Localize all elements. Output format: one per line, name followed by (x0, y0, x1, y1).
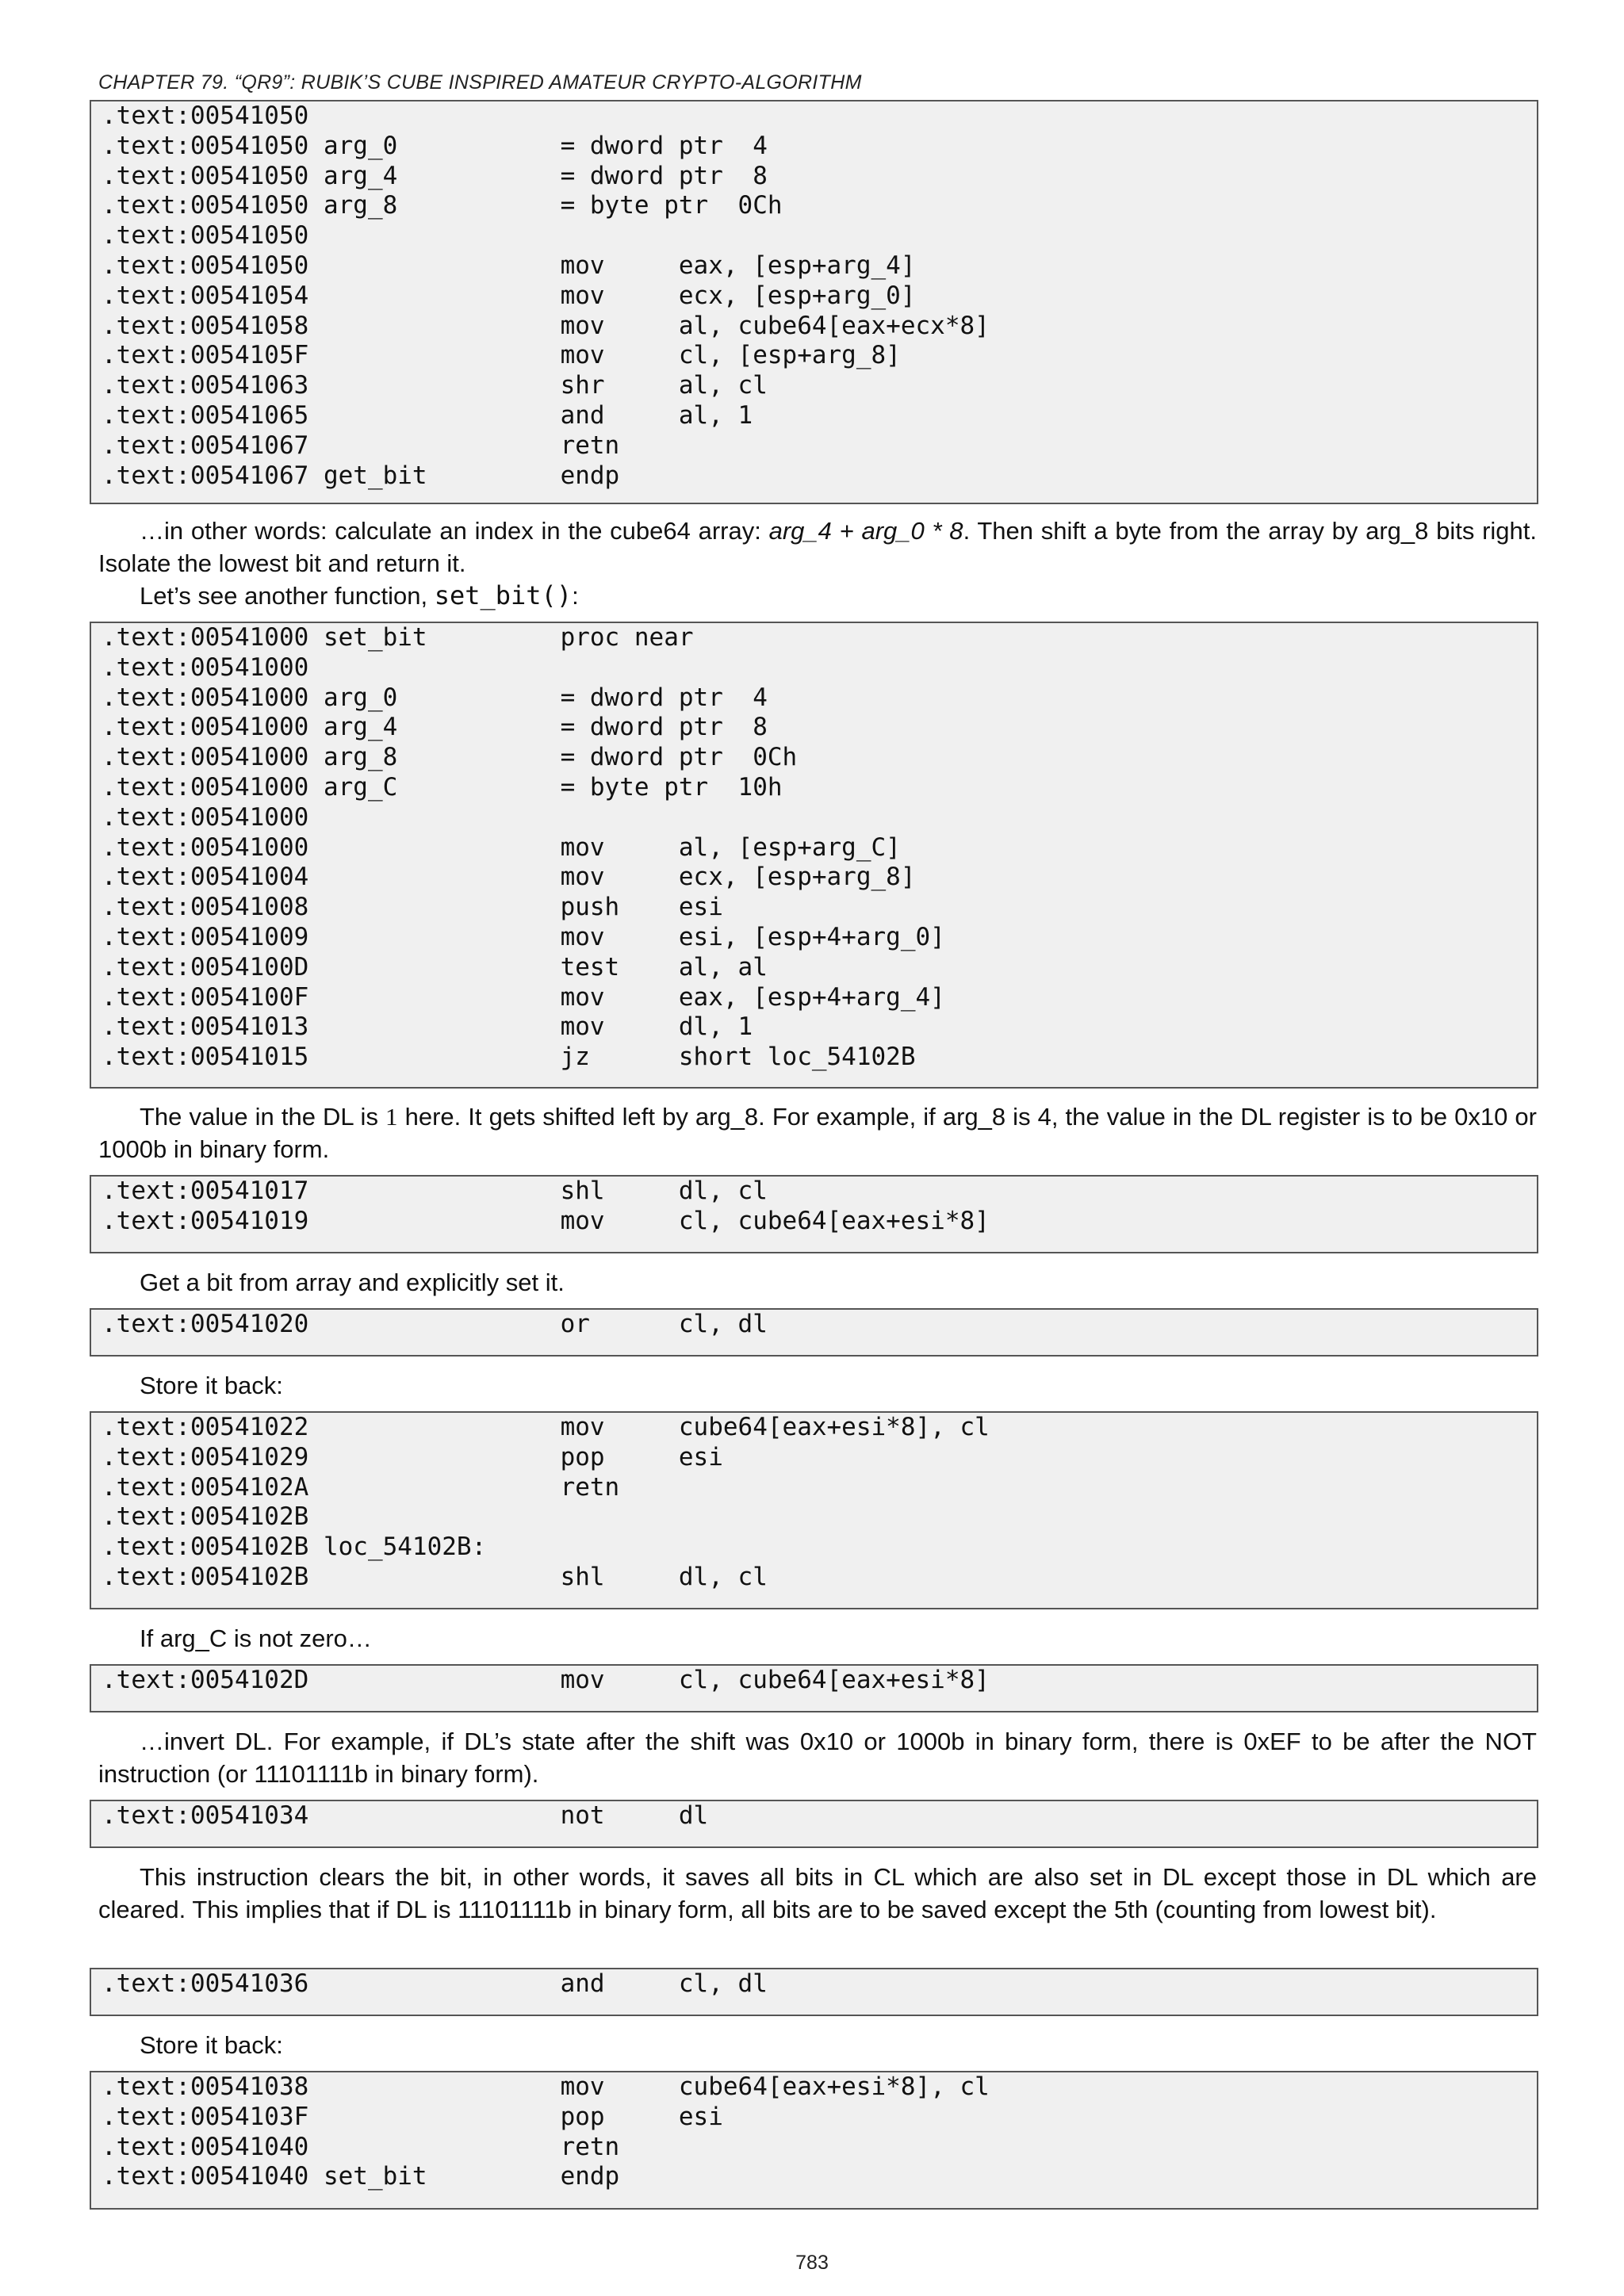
code-line: .text:00541000 (102, 652, 309, 682)
chapter-header: CHAPTER 79. “QR9”: RUBIK’S CUBE INSPIRED AMATEUR CRYPTO-ALGORITHM (98, 68, 1537, 101)
code-line: .text:00541054 mov ecx, [esp+arg_0] (102, 281, 916, 310)
paragraph-text: The value in the DL is (140, 1103, 386, 1131)
code-line: .text:00541008 push esi (102, 893, 723, 922)
paragraph-text: Get a bit from array and explicitly set it. (140, 1269, 565, 1296)
code-line: .text:00541063 shr al, cl (102, 371, 768, 400)
code-line: .text:0054102B loc_54102B: (102, 1533, 487, 1562)
code-line: .text:00541000 (102, 802, 309, 832)
code-line: .text:00541000 arg_8 = dword ptr 0Ch (102, 743, 798, 772)
code-line: .text:00541004 mov ecx, [esp+arg_8] (102, 863, 916, 892)
paragraph-text: Let’s see another function, (140, 582, 435, 610)
paragraph-get-bit (98, 1266, 1537, 1299)
code-line: .text:00541067 get_bit endp (102, 461, 620, 490)
code-line: .text:0054100D test al, al (102, 952, 768, 982)
paragraph-text: …in other words: calculate an index in the cube64 array: (140, 517, 769, 545)
code-line: .text:00541034 not dl (102, 1801, 709, 1830)
paragraph-arg-c (98, 1622, 1537, 1655)
code-line: .text:00541022 mov cube64[eax+esi*8], cl (102, 1413, 990, 1441)
paragraph-index-calc (98, 515, 1537, 580)
code-line: .text:0054102A retn (102, 1472, 620, 1502)
paragraph-text: . Then shift a byte from the array by arg_8 bits right. Isolate the lowest bit and return it. (98, 517, 1538, 577)
code-block-set-bit (90, 622, 1538, 1089)
code-line: .text:00541067 retn (102, 430, 620, 460)
code-line: .text:0054102B shl dl, cl (102, 1562, 768, 1591)
code-line: .text:00541050 (102, 221, 309, 251)
code-block-or (90, 1308, 1538, 1357)
code-line: .text:00541050 arg_8 = byte ptr 0Ch (102, 191, 783, 220)
code-block-and (90, 1968, 1538, 2016)
paragraph-store-back-2 (98, 2029, 1537, 2061)
code-line: .text:00541020 or cl, dl (102, 1310, 768, 1338)
code-line: .text:0054105F mov cl, [esp+arg_8] (102, 341, 901, 370)
inline-number: 1 (385, 1103, 398, 1131)
page-number: 783 (795, 2252, 829, 2274)
code-block-get-bit (90, 100, 1538, 504)
paragraph-text: …invert DL. For example, if DL’s state after the shift was 0x10 or 1000b in binary form, there is 0xEF to be after the NOT instruction (or 11101111b in binary form). (98, 1728, 1537, 1788)
code-line: .text:00541065 and al, 1 (102, 400, 753, 430)
code-line: .text:00541029 pop esi (102, 1442, 723, 1471)
code-line: .text:00541000 set_bit proc near (102, 623, 694, 652)
code-line: .text:00541040 set_bit endp (102, 2162, 620, 2191)
code-line: .text:00541000 arg_C = byte ptr 10h (102, 772, 783, 802)
code-line: .text:0054100F mov eax, [esp+4+arg_4] (102, 982, 945, 1012)
code-line: .text:00541050 arg_4 = dword ptr 8 (102, 161, 768, 190)
paragraph-set-bit-intro (98, 580, 1537, 612)
paragraph-text: If arg_C is not zero… (140, 1624, 372, 1652)
code-line: .text:0054103F pop esi (102, 2102, 723, 2131)
code-line: .text:00541013 mov dl, 1 (102, 1012, 753, 1042)
paragraph-text: here. It gets shifted left by arg_8. For example, if arg_8 is 4, the value in the DL register is to be 0x10 or 1000b in binary form. (98, 1103, 1537, 1163)
code-line: .text:00541000 arg_0 = dword ptr 4 (102, 683, 768, 712)
code-line: .text:00541050 (102, 101, 309, 130)
code-line: .text:00541058 mov al, cube64[eax+ecx*8] (102, 311, 990, 340)
code-line: .text:00541017 shl dl, cl (102, 1177, 768, 1205)
code-block-shl (90, 1175, 1538, 1253)
paragraph-invert-dl (98, 1725, 1537, 1790)
index-formula: arg_4 + arg_0 * 8 (768, 517, 963, 545)
code-line: .text:0054102D mov cl, cube64[eax+esi*8] (102, 1666, 990, 1694)
code-line: .text:00541000 arg_4 = dword ptr 8 (102, 713, 768, 742)
paragraph-text: Store it back: (140, 1372, 283, 1399)
inline-code-set-bit: set_bit() (434, 580, 573, 610)
paragraph-text: This instruction clears the bit, in other words, it saves all bits in CL which are also set in DL except those in DL which are cleared. This implies that if DL is 11101111b in binary form, all bits are to be saved except the 5th (counting from lowest bit). (98, 1863, 1537, 1923)
code-block-not (90, 1800, 1538, 1848)
code-line: .text:00541000 mov al, [esp+arg_C] (102, 832, 901, 862)
code-line: .text:00541050 mov eax, [esp+arg_4] (102, 251, 916, 280)
paragraph-text: : (572, 582, 579, 610)
paragraph-text: Store it back: (140, 2031, 283, 2059)
code-line: .text:00541050 arg_0 = dword ptr 4 (102, 131, 768, 160)
code-line: .text:00541009 mov esi, [esp+4+arg_0] (102, 922, 945, 951)
code-line: .text:00541019 mov cl, cube64[eax+esi*8] (102, 1206, 990, 1235)
paragraph-dl-value (98, 1100, 1537, 1165)
paragraph-store-back (98, 1369, 1537, 1402)
paragraph-clear-bit (98, 1861, 1537, 1926)
code-block-mov (90, 1664, 1538, 1712)
code-block-endp (90, 2071, 1538, 2210)
code-block-store (90, 1411, 1538, 1609)
code-line: .text:0054102B (102, 1502, 309, 1532)
code-line: .text:00541036 and cl, dl (102, 1969, 768, 1998)
code-line: .text:00541040 retn (102, 2132, 620, 2161)
code-line: .text:00541015 jz short loc_54102B (102, 1043, 916, 1072)
code-line: .text:00541038 mov cube64[eax+esi*8], cl (102, 2072, 990, 2101)
